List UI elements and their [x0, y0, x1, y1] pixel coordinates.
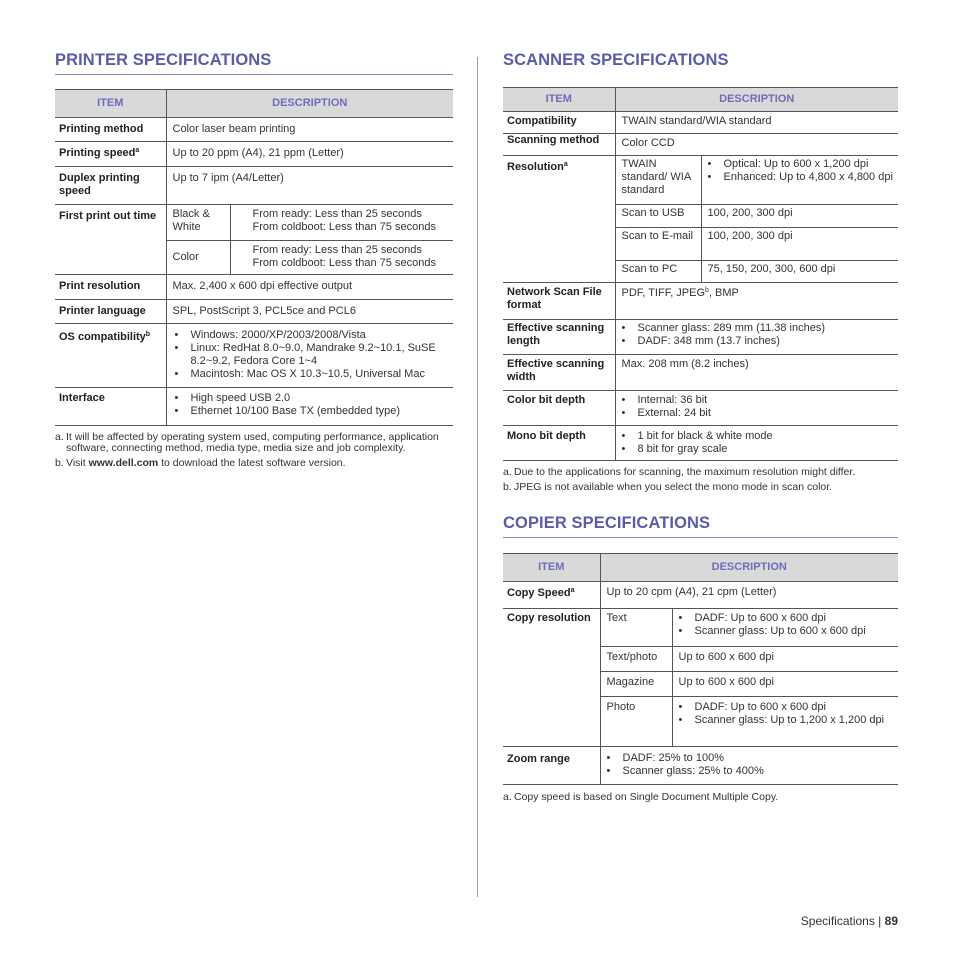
- eff-length-label: Effective scanning length: [503, 320, 615, 355]
- scanning-method-label: Scanning method: [503, 134, 615, 156]
- copier-header-description: DESCRIPTION: [600, 554, 898, 582]
- footnote-a: a. Due to the applications for scanning, the maximum resolution might differ.: [503, 466, 856, 478]
- scanner-notes: [503, 467, 898, 492]
- eff-width-value: Max. 208 mm (8.2 inches): [615, 355, 898, 391]
- os-compat-label: OS compatibility$^b$: [55, 324, 166, 388]
- scan-pc-label: Scan to PC: [615, 261, 701, 283]
- list-item: • DADF: 25% to 100%: [605, 752, 895, 765]
- scan-usb-label: Scan to USB: [615, 205, 701, 228]
- copier-spec-table: [503, 553, 898, 785]
- printing-speed-value: Up to 20 ppm (A4), 21 ppm (Letter): [166, 142, 453, 167]
- interface-label: Interface: [55, 388, 166, 426]
- twain-value: [701, 156, 898, 205]
- printer-language-value: SPL, PostScript 3, PCL5ce and PCL6: [166, 300, 453, 324]
- list-item: • Optical: Up to 600 x 1,200 dpi: [706, 158, 895, 171]
- copy-speed-label: Copy Speed$^a$: [503, 582, 600, 609]
- first-print-label: First print out time: [55, 205, 166, 275]
- printer-language-label: Printer language: [55, 300, 166, 324]
- list-item: • 1 bit for black & white mode: [620, 430, 895, 443]
- compatibility-label: Compatibility: [503, 112, 615, 134]
- footnote-a: a. It will be affected by operating system used, computing performance, application software, connecting method, media type, media size and job complexity.: [55, 431, 439, 454]
- copy-textphoto-value: Up to 600 x 600 dpi: [672, 647, 898, 672]
- copy-photo-value: [672, 697, 898, 747]
- scanner-title: SCANNER SPECIFICATIONS: [503, 51, 729, 69]
- eff-width-label: Effective scanning width: [503, 355, 615, 391]
- copy-resolution-label: Copy resolution: [503, 609, 600, 747]
- table-row: [503, 391, 898, 426]
- list-item: • 8 bit for gray scale: [620, 443, 895, 456]
- printing-method-value: Color laser beam printing: [166, 118, 453, 142]
- scan-pc-value: 75, 150, 200, 300, 600 dpi: [701, 261, 898, 283]
- scanning-method-value: Color CCD: [615, 134, 898, 156]
- list-item: • Windows: 2000/XP/2003/2008/Vista: [173, 329, 448, 342]
- copy-speed-value: Up to 20 cpm (A4), 21 cpm (Letter): [600, 582, 898, 609]
- dell-link[interactable]: www.dell.com: [88, 457, 159, 469]
- color-depth-label: Color bit depth: [503, 391, 615, 426]
- zoom-range-value: [600, 747, 898, 785]
- table-row: [55, 142, 453, 167]
- os-compat-value: [166, 324, 453, 388]
- table-row: [503, 609, 898, 647]
- list-item: • Scanner glass: 25% to 400%: [605, 765, 895, 778]
- first-print-color-label: Color: [166, 241, 230, 275]
- printing-speed-label: Printing speed$^a$: [55, 142, 166, 167]
- table-row: [503, 747, 898, 785]
- scanner-header-description: DESCRIPTION: [615, 88, 898, 112]
- copy-magazine-label: Magazine: [600, 672, 672, 697]
- list-item: • Linux: RedHat 8.0~9.0, Mandrake 9.2~10.1, SuSE 8.2~9.2, Fedora Core 1~4: [173, 342, 448, 368]
- list-item: • Macintosh: Mac OS X 10.3~10.5, Universal Mac: [173, 368, 448, 381]
- table-row: [503, 112, 898, 134]
- printer-header-item: ITEM: [55, 90, 166, 118]
- list-item: • Scanner glass: Up to 600 x 600 dpi: [677, 625, 895, 638]
- printer-header-description: DESCRIPTION: [166, 90, 453, 118]
- color-depth-value: [615, 391, 898, 426]
- mono-depth-label: Mono bit depth: [503, 426, 615, 461]
- scan-email-label: Scan to E-mail: [615, 228, 701, 261]
- zoom-range-label: Zoom range: [503, 747, 600, 785]
- print-resolution-value: Max. 2,400 x 600 dpi effective output: [166, 275, 453, 300]
- interface-value: [166, 388, 453, 426]
- list-item: • High speed USB 2.0: [173, 392, 448, 405]
- table-row: [503, 156, 898, 205]
- footer-separator: |: [874, 914, 885, 928]
- table-row: [503, 134, 898, 156]
- table-row: [503, 582, 898, 609]
- scanner-header-item: ITEM: [503, 88, 615, 112]
- table-row: [55, 275, 453, 300]
- list-item: • Ethernet 10/100 Base TX (embedded type): [173, 405, 448, 418]
- printer-notes: [55, 432, 453, 469]
- copy-magazine-value: Up to 600 x 600 dpi: [672, 672, 898, 697]
- copier-header-item: ITEM: [503, 554, 600, 582]
- footnote-a: a. Copy speed is based on Single Document Multiple Copy.: [503, 791, 779, 803]
- duplex-value: Up to 7 ipm (A4/Letter): [166, 167, 453, 205]
- first-print-color-value: From ready: Less than 25 seconds From coldboot: Less than 75 seconds: [230, 241, 453, 275]
- footnote-b: b. Visit www.dell.com to download the latest software version.: [55, 457, 346, 469]
- list-item: • Scanner glass: Up to 1,200 x 1,200 dpi: [677, 714, 895, 727]
- footer-section: Specifications: [800, 914, 875, 928]
- table-row: [55, 388, 453, 426]
- network-format-value: PDF, TIFF, JPEG$^b$, BMP: [615, 283, 898, 320]
- list-item: • External: 24 bit: [620, 407, 895, 420]
- printing-method-label: Printing method: [55, 118, 166, 142]
- list-item: • DADF: Up to 600 x 600 dpi: [677, 701, 895, 714]
- list-item: • Enhanced: Up to 4,800 x 4,800 dpi: [706, 171, 895, 184]
- printer-section: [55, 50, 453, 473]
- scan-usb-value: 100, 200, 300 dpi: [701, 205, 898, 228]
- table-row: [55, 205, 453, 241]
- network-format-label: Network Scan File format: [503, 283, 615, 320]
- copier-notes: [503, 792, 898, 803]
- copy-photo-label: Photo: [600, 697, 672, 747]
- table-row: [503, 320, 898, 355]
- copy-textphoto-label: Text/photo: [600, 647, 672, 672]
- table-row: [503, 426, 898, 461]
- list-item: • DADF: 348 mm (13.7 inches): [620, 335, 895, 348]
- compatibility-value: TWAIN standard/WIA standard: [615, 112, 898, 134]
- copier-section: [503, 514, 898, 803]
- scanner-spec-table: [503, 87, 898, 461]
- duplex-label: Duplex printing speed: [55, 167, 166, 205]
- printer-title: PRINTER SPECIFICATIONS: [55, 51, 453, 75]
- scan-email-value: 100, 200, 300 dpi: [701, 228, 898, 261]
- page-number: 89: [884, 914, 898, 928]
- print-resolution-label: Print resolution: [55, 275, 166, 300]
- eff-length-value: [615, 320, 898, 355]
- list-item: • DADF: Up to 600 x 600 dpi: [677, 612, 895, 625]
- list-item: • Internal: 36 bit: [620, 394, 895, 407]
- table-row: [55, 167, 453, 205]
- mono-depth-value: [615, 426, 898, 461]
- copy-text-label: Text: [600, 609, 672, 647]
- resolution-label: Resolution$^a$: [503, 156, 615, 283]
- first-print-bw-value: From ready: Less than 25 seconds From coldboot: Less than 75 seconds: [230, 205, 453, 241]
- table-row: [503, 283, 898, 320]
- table-row: [55, 300, 453, 324]
- page-footer: [801, 914, 898, 928]
- copier-title: COPIER SPECIFICATIONS: [503, 514, 898, 538]
- table-row: [55, 118, 453, 142]
- table-row: [55, 324, 453, 388]
- footnote-b: b. JPEG is not available when you select the mono mode in scan color.: [503, 480, 833, 493]
- table-row: [503, 355, 898, 391]
- list-item: • Scanner glass: 289 mm (11.38 inches): [620, 322, 895, 335]
- copy-text-value: [672, 609, 898, 647]
- first-print-bw-label: Black & White: [166, 205, 230, 241]
- column-divider: [477, 57, 478, 897]
- twain-label: TWAIN standard/ WIA standard: [615, 156, 701, 205]
- printer-spec-table: [55, 89, 453, 426]
- scanner-section: [503, 50, 898, 807]
